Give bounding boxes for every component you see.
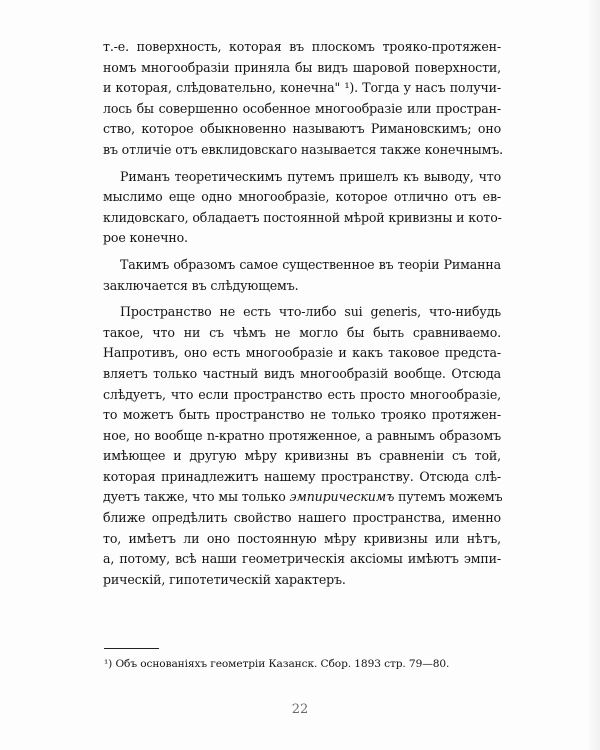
footnote: [104, 657, 449, 671]
text-line: рическій, гипотетическій характеръ.: [103, 571, 346, 587]
paragraph-3: [103, 255, 501, 296]
page-number: 22: [291, 702, 309, 717]
text-line: ближе опредѣлить свойство нашего пространства, именно: [103, 510, 501, 526]
text-line: клидовскаго, обладаетъ постоянной мѣрой кривизны и кото-: [103, 209, 502, 225]
text-fragment: путемъ можемъ: [398, 489, 503, 505]
footnote-divider: [104, 648, 159, 649]
text-fragment: дуетъ также, что мы только: [103, 489, 286, 505]
text-line: имѣющее и другую мѣру кривизны въ сравненіи съ той,: [103, 448, 501, 464]
text-line: Напротивъ, оно есть многообразіе и какъ таковое предста-: [103, 345, 501, 361]
footnote-marker: ¹): [104, 658, 113, 670]
text-line: лось бы совершенно особенное многообразіе или простран-: [103, 100, 501, 116]
text-line: и которая, слѣдовательно, конечна" ¹). Тогда у насъ получи-: [103, 80, 501, 96]
text-line: Пространство не есть что-либо sui generis, что-нибудь: [120, 304, 501, 320]
text-line: которая принадлежитъ нашему пространству. Отсюда слѣ-: [103, 468, 501, 484]
paragraph-4: [103, 302, 501, 590]
paragraph-2: [103, 167, 501, 249]
text-line: мыслимо еще одно многообразіе, которое отлично отъ ев-: [103, 189, 501, 205]
page-edge-shadow: [586, 0, 600, 750]
text-line: а, потому, всѣ наши геометрическія аксіомы имѣютъ эмпи-: [103, 551, 501, 567]
text-line: въ отличіе отъ евклидовскаго называется также конечнымъ.: [103, 141, 503, 157]
text-line: ное, но вообще n-кратно протяженное, а равнымъ образомъ: [103, 427, 501, 443]
text-line: то, имѣетъ ли оно постоянную мѣру кривизны или нѣтъ,: [103, 530, 501, 546]
footnote-text: Объ основаніяхъ геометріи Казанск. Сбор. 1893 стр. 79—80.: [115, 658, 450, 670]
text-line: заключается въ слѣдующемъ.: [103, 277, 299, 293]
text-line: Такимъ образомъ самое существенное въ теоріи Риманна: [120, 256, 501, 272]
emphasized-word: эмпирическимъ: [289, 489, 395, 505]
text-line: то можетъ быть пространство не только трояко протяжен-: [103, 407, 501, 423]
paragraph-1: [103, 37, 501, 161]
text-line: слѣдуетъ, что если пространство есть просто многообразіе,: [103, 386, 501, 402]
text-line: ство, которое обыкновенно называютъ Римановскимъ; оно: [103, 121, 501, 137]
text-line: номъ многообразіи приняла бы видъ шаровой поверхности,: [103, 59, 501, 75]
text-line: вляетъ только частный видъ многообразій вообще. Отсюда: [103, 365, 501, 381]
text-line: рое конечно.: [103, 230, 188, 246]
text-line: т.-е. поверхность, которая въ плоскомъ трояко-протяжен-: [103, 39, 501, 54]
body-text: [103, 37, 501, 590]
text-line: такое, что ни съ чѣмъ не могло бы быть сравниваемо.: [103, 324, 501, 340]
text-line: Риманъ теоретическимъ путемъ пришелъ къ выводу, что: [120, 168, 501, 184]
text-line-with-emphasis: [103, 487, 501, 508]
